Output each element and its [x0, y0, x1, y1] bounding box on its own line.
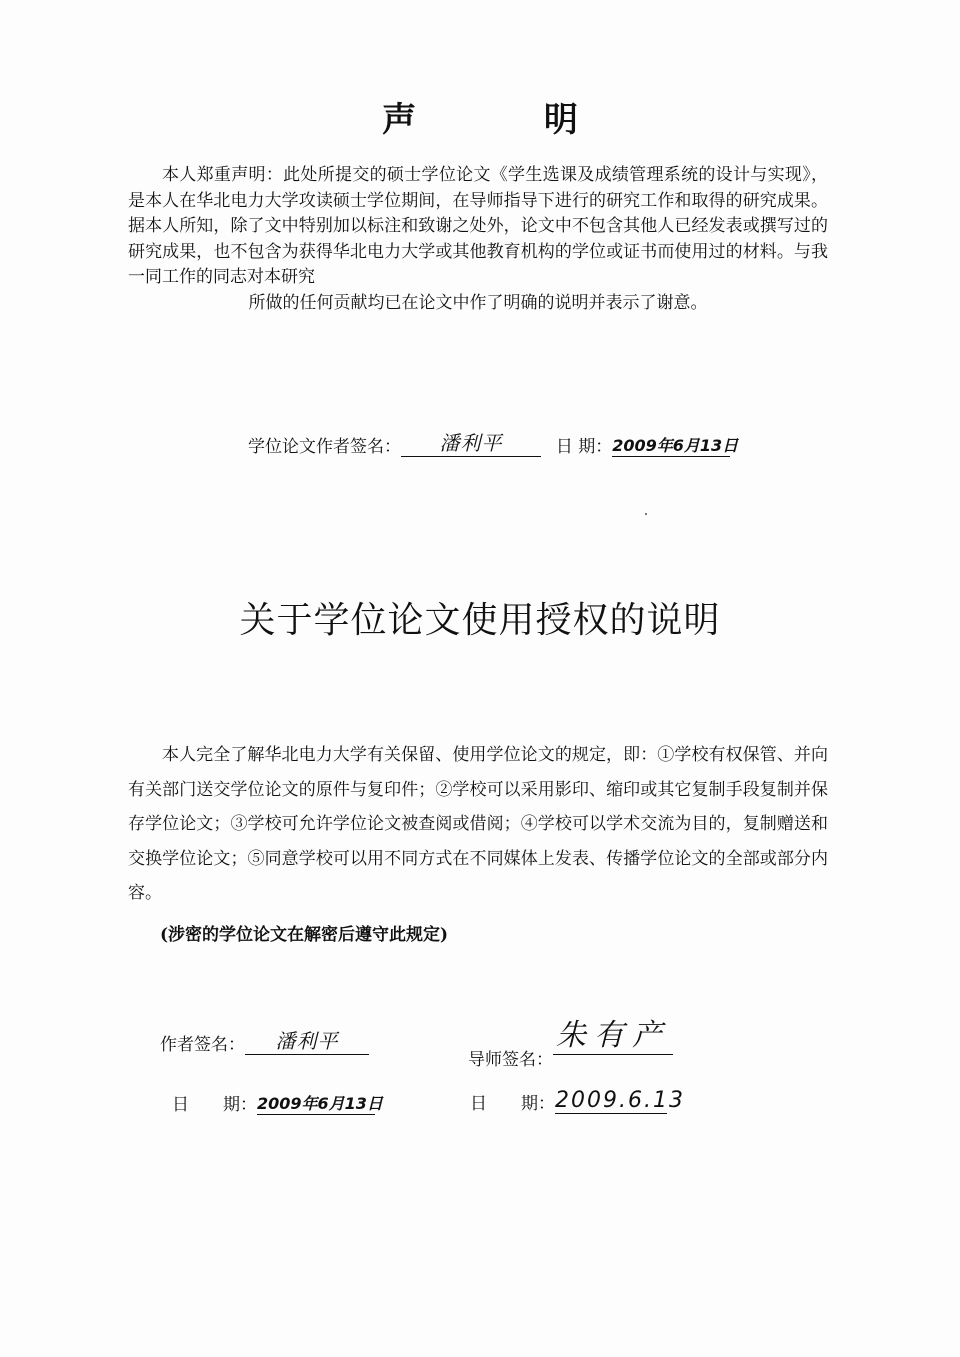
authorization-author-date-line — [172, 1090, 383, 1115]
scan-speck — [645, 513, 647, 515]
author-sign-label-2: 作者签名： — [160, 1035, 245, 1055]
author-date-field — [257, 1091, 383, 1115]
advisor-signature: 朱有产 — [556, 1018, 670, 1053]
declaration-paragraph-main: 本人郑重声明：此处所提交的硕士学位论文《学生选课及成绩管理系统的设计与实现》，是本人在华北电力大学攻读硕士学位期间，在导师指导下进行的研究工作和取得的研究成果。据本人所知，除了文中特别加以标注和致谢之处外，论文中不包含其他人已经发表或撰写过的研究成果，也不包含为获得华北电力大学或其他教育机构的学位或证书而使用过的材料。与我一同工作的同志对本研究 — [128, 165, 828, 287]
author-signature-2: 潘利平 — [275, 1029, 339, 1053]
advisor-date-value: 2009.6.13 — [555, 1088, 685, 1113]
author-sign-label: 学位论文作者签名： — [248, 437, 401, 457]
declaration-paragraph — [128, 163, 828, 316]
classified-note: (涉密的学位论文在解密后遵守此规定) — [160, 925, 449, 945]
declaration-paragraph-last: 所做的任何贡献均已在论文中作了明确的说明并表示了谢意。 — [248, 292, 708, 313]
declaration-signature-line — [248, 427, 739, 457]
authorization-paragraph: 本人完全了解华北电力大学有关保留、使用学位论文的规定，即：①学校有权保管、并向有关部门送交学位论文的原件与复印件；②学校可以采用影印、缩印或其它复制手段复制并保存学位论文；③学校可允许学位论文被查阅或借阅；④学校可以学术交流为目的，复制赠送和交换学位论文；⑤同意学校可以用不同方式在不同媒体上发表、传播学位论文的全部或部分内容。 — [128, 745, 828, 903]
advisor-date-label: 日 期： — [470, 1094, 555, 1114]
authorization-title: 关于学位论文使用授权的说明 — [239, 600, 721, 641]
declaration-title: 声 明 — [382, 100, 636, 140]
advisor-signature-field — [553, 1010, 673, 1055]
date-value: 2009年6月13日 — [612, 436, 739, 455]
author-date-value: 2009年6月13日 — [257, 1094, 383, 1113]
author-signature-field-2 — [245, 1025, 369, 1055]
advisor-date-field — [555, 1088, 685, 1114]
advisor-signature-line — [468, 1010, 673, 1070]
date-field — [612, 433, 739, 457]
advisor-date-line — [470, 1088, 685, 1114]
date-label: 日 期： — [555, 437, 613, 457]
author-signature-field — [401, 427, 541, 457]
authorization-author-signature-line — [160, 1025, 369, 1055]
author-date-label: 日 期： — [172, 1095, 257, 1115]
author-signature: 潘利平 — [439, 431, 503, 455]
advisor-sign-label: 导师签名： — [468, 1050, 553, 1070]
